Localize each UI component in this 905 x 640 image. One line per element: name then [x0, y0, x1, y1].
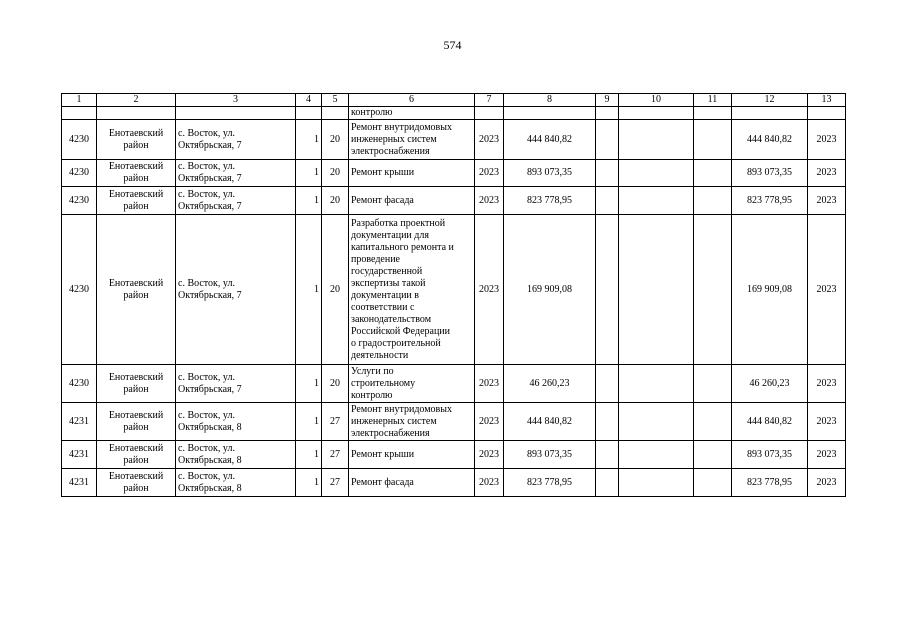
col4-cell: 1	[296, 160, 322, 187]
table-row	[62, 365, 846, 403]
cell-line: Октябрьская, 7	[178, 173, 242, 184]
header-cell: 1	[62, 94, 97, 107]
col5-cell: 20	[322, 160, 349, 187]
row-id-cell: 4231	[62, 441, 97, 469]
col9-cell	[596, 160, 619, 187]
header-cell: 11	[694, 94, 732, 107]
cell-line: с. Восток, ул.	[178, 188, 235, 200]
work-cell	[349, 469, 475, 497]
col4-cell: 1	[296, 187, 322, 215]
col4-cell: 1	[296, 120, 322, 160]
header-cell: 5	[322, 94, 349, 107]
amount-cell: 444 840,82	[504, 120, 596, 160]
amount-cell: 823 778,95	[504, 469, 596, 497]
col9-cell	[596, 120, 619, 160]
row-id-cell: 4230	[62, 215, 97, 365]
cell-line: Ремонт внутридомовых	[351, 403, 453, 415]
address-cell	[176, 365, 296, 403]
cell	[808, 107, 846, 120]
col10-cell	[619, 160, 694, 187]
cell-line: деятельности	[351, 349, 409, 361]
cell-line: документации в	[351, 289, 419, 301]
cell-line: район	[123, 454, 149, 466]
year2-cell: 2023	[808, 215, 846, 365]
cell-line: Услуги по	[351, 365, 394, 377]
cell	[62, 107, 97, 120]
cell	[97, 107, 176, 120]
year2-cell: 2023	[808, 441, 846, 469]
cell-line: Енотаевский	[108, 371, 164, 383]
cell-line: документации для	[351, 229, 429, 241]
col9-cell	[596, 365, 619, 403]
table-row	[62, 120, 846, 160]
col10-cell	[619, 403, 694, 441]
work-cell	[349, 403, 475, 441]
cell-line: Енотаевский	[108, 188, 164, 200]
col9-cell	[596, 403, 619, 441]
district-cell	[97, 120, 176, 160]
cell-line: Ремонт фасада	[351, 194, 414, 206]
cell-line: капитального ремонта и	[351, 241, 454, 253]
address-cell	[176, 469, 296, 497]
cell	[694, 107, 732, 120]
cell-line: Ремонт крыши	[351, 167, 415, 178]
col11-cell	[694, 403, 732, 441]
work-cell: контролю	[349, 107, 475, 120]
row-id-cell: 4230	[62, 187, 97, 215]
amount-cell: 46 260,23	[504, 365, 596, 403]
work-cell	[349, 187, 475, 215]
district-cell	[97, 365, 176, 403]
col5-cell: 20	[322, 365, 349, 403]
col9-cell	[596, 441, 619, 469]
cell-line: с. Восток, ул.	[178, 127, 235, 139]
cell	[322, 107, 349, 120]
header-cell: 7	[475, 94, 504, 107]
col4-cell: 1	[296, 441, 322, 469]
col10-cell	[619, 441, 694, 469]
col5-cell: 20	[322, 120, 349, 160]
header-cell: 4	[296, 94, 322, 107]
address-cell	[176, 441, 296, 469]
cell-line: Енотаевский	[108, 127, 164, 139]
capital-repair-table	[61, 93, 846, 497]
col11-cell	[694, 160, 732, 187]
row-id-cell: 4231	[62, 403, 97, 441]
header-cell: 6	[349, 94, 475, 107]
col5-cell: 27	[322, 441, 349, 469]
work-cell	[349, 441, 475, 469]
col9-cell	[596, 215, 619, 365]
year-cell: 2023	[475, 187, 504, 215]
cell	[596, 107, 619, 120]
cell-line: с. Восток, ул.	[178, 409, 235, 421]
cell-line: Российской Федерации	[351, 325, 451, 337]
table-row	[62, 403, 846, 441]
col11-cell	[694, 215, 732, 365]
col10-cell	[619, 120, 694, 160]
col4-cell: 1	[296, 365, 322, 403]
cell-line: Октябрьская, 7	[178, 139, 242, 151]
cell-line: район	[123, 482, 149, 494]
year-cell: 2023	[475, 441, 504, 469]
year-cell: 2023	[475, 215, 504, 365]
address-cell	[176, 215, 296, 365]
col11-cell	[694, 441, 732, 469]
col10-cell	[619, 469, 694, 497]
amount-cell: 169 909,08	[504, 215, 596, 365]
cell-line: экспертизы такой	[351, 277, 426, 289]
col10-cell	[619, 365, 694, 403]
cell-line: с. Восток, ул.	[178, 371, 235, 383]
amount-cell: 444 840,82	[504, 403, 596, 441]
cell-line: Енотаевский	[108, 161, 164, 172]
year-cell: 2023	[475, 365, 504, 403]
amount-cell: 893 073,35	[504, 160, 596, 187]
district-cell	[97, 469, 176, 497]
cell-line: государственной	[351, 265, 423, 277]
year-cell: 2023	[475, 469, 504, 497]
cell-line: строительному	[351, 377, 416, 389]
col4-cell: 1	[296, 403, 322, 441]
cell-line: Октябрьская, 8	[178, 421, 242, 433]
cell-line: Октябрьская, 7	[178, 383, 242, 395]
cell-line: район	[123, 383, 149, 395]
work-cell	[349, 365, 475, 403]
header-cell: 12	[732, 94, 808, 107]
col4-cell: 1	[296, 469, 322, 497]
col11-cell	[694, 120, 732, 160]
col11-cell	[694, 187, 732, 215]
cell-line: электроснабжения	[351, 427, 430, 439]
cell-line: Разработка проектной	[351, 217, 446, 229]
cell-line: с. Восток, ул.	[178, 470, 235, 482]
cell-line: с. Восток, ул.	[178, 277, 235, 289]
header-cell: 8	[504, 94, 596, 107]
row-id-cell: 4230	[62, 160, 97, 187]
table-row	[62, 215, 846, 365]
total-cell: 823 778,95	[732, 187, 808, 215]
cell	[619, 107, 694, 120]
district-cell	[97, 160, 176, 187]
year2-cell: 2023	[808, 160, 846, 187]
cell-line: законодательством	[351, 313, 432, 325]
col9-cell	[596, 187, 619, 215]
cell-line: район	[123, 139, 149, 151]
cell-line: соответствии с	[351, 301, 415, 313]
year2-cell: 2023	[808, 469, 846, 497]
table-row	[62, 469, 846, 497]
col10-cell	[619, 215, 694, 365]
cell-line: Енотаевский	[108, 470, 164, 482]
col5-cell: 20	[322, 187, 349, 215]
row-id-cell: 4230	[62, 120, 97, 160]
table-row	[62, 187, 846, 215]
cell-line: инженерных систем	[351, 133, 437, 145]
row-id-cell: 4230	[62, 365, 97, 403]
cell	[504, 107, 596, 120]
district-cell	[97, 187, 176, 215]
amount-cell: 893 073,35	[504, 441, 596, 469]
cell-line: район	[123, 289, 149, 301]
header-cell: 9	[596, 94, 619, 107]
cell-line: Енотаевский	[108, 409, 164, 421]
district-cell	[97, 441, 176, 469]
table-row	[62, 160, 846, 187]
continuation-row	[62, 107, 846, 120]
cell-line: контролю	[351, 389, 393, 401]
address-cell	[176, 403, 296, 441]
page-number: 574	[443, 38, 462, 52]
total-cell: 444 840,82	[732, 403, 808, 441]
total-cell: 169 909,08	[732, 215, 808, 365]
work-cell	[349, 215, 475, 365]
header-cell: 13	[808, 94, 846, 107]
cell-line: о градостроительной	[351, 337, 441, 349]
cell-line: район	[123, 200, 149, 212]
cell-line: Енотаевский	[108, 277, 164, 289]
total-cell: 46 260,23	[732, 365, 808, 403]
year-cell: 2023	[475, 403, 504, 441]
col5-cell: 27	[322, 403, 349, 441]
cell	[732, 107, 808, 120]
col5-cell: 20	[322, 215, 349, 365]
address-cell	[176, 120, 296, 160]
table-row	[62, 441, 846, 469]
work-cell	[349, 160, 475, 187]
amount-cell: 823 778,95	[504, 187, 596, 215]
col9-cell	[596, 469, 619, 497]
header-cell: 2	[97, 94, 176, 107]
col5-cell: 27	[322, 469, 349, 497]
cell-line: электроснабжения	[351, 145, 430, 157]
col4-cell: 1	[296, 215, 322, 365]
year-cell: 2023	[475, 120, 504, 160]
header-cell: 10	[619, 94, 694, 107]
year-cell: 2023	[475, 160, 504, 187]
total-cell: 823 778,95	[732, 469, 808, 497]
total-cell: 444 840,82	[732, 120, 808, 160]
year2-cell: 2023	[808, 403, 846, 441]
year2-cell: 2023	[808, 120, 846, 160]
cell-line: Ремонт фасада	[351, 476, 414, 488]
header-row	[62, 94, 846, 107]
header-cell: 3	[176, 94, 296, 107]
district-cell	[97, 215, 176, 365]
total-cell: 893 073,35	[732, 160, 808, 187]
cell-line: Енотаевский	[108, 442, 164, 454]
cell	[296, 107, 322, 120]
cell-line: с. Восток, ул.	[178, 442, 235, 454]
cell-line: Октябрьская, 8	[178, 454, 242, 466]
address-cell	[176, 187, 296, 215]
work-cell	[349, 120, 475, 160]
col11-cell	[694, 469, 732, 497]
cell-line: Октябрьская, 7	[178, 289, 242, 301]
cell-line: Ремонт внутридомовых	[351, 121, 453, 133]
col11-cell	[694, 365, 732, 403]
cell-line: с. Восток, ул.	[178, 161, 235, 172]
cell-line: Ремонт крыши	[351, 448, 415, 460]
year2-cell: 2023	[808, 187, 846, 215]
cell-line: Октябрьская, 8	[178, 482, 242, 494]
cell	[176, 107, 296, 120]
district-cell	[97, 403, 176, 441]
year2-cell: 2023	[808, 365, 846, 403]
cell-line: инженерных систем	[351, 415, 437, 427]
total-cell: 893 073,35	[732, 441, 808, 469]
cell	[475, 107, 504, 120]
row-id-cell: 4231	[62, 469, 97, 497]
cell-line: район	[123, 173, 149, 184]
cell-line: проведение	[351, 253, 400, 265]
address-cell	[176, 160, 296, 187]
col10-cell	[619, 187, 694, 215]
cell-line: Октябрьская, 7	[178, 200, 242, 212]
cell-line: район	[123, 421, 149, 433]
